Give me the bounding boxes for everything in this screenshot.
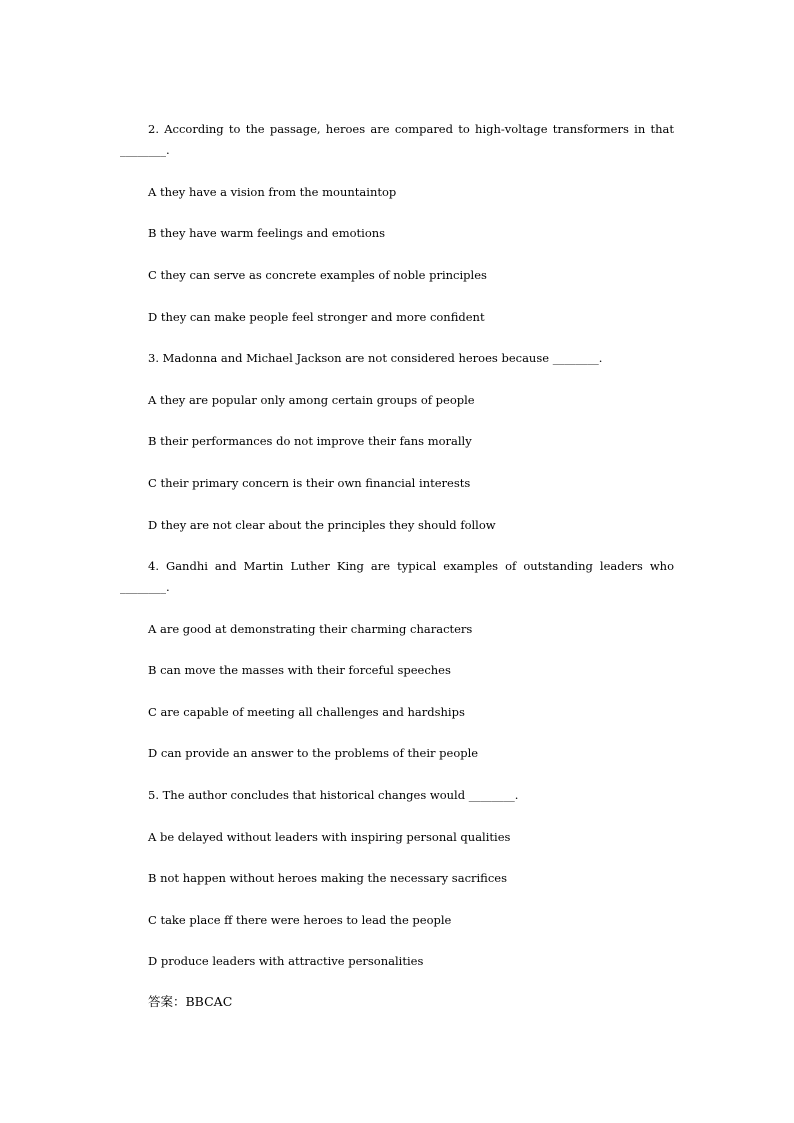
question-3-option-b: B their performances do not improve their fans morally: [148, 434, 472, 448]
question-5-stem: 5. The author concludes that historical changes would ________.: [148, 788, 519, 802]
question-3-option-a: A they are popular only among certain groups of people: [148, 393, 475, 407]
question-2-option-c: C they can serve as concrete examples of noble principles: [148, 268, 487, 282]
question-2-option-d: D they can make people feel stronger and more confident: [148, 310, 485, 324]
question-5-option-b: B not happen without heroes making the necessary sacrifices: [148, 871, 507, 885]
question-4-option-a: A are good at demonstrating their charming characters: [148, 622, 473, 636]
question-4-option-b: B can move the masses with their forceful speeches: [148, 663, 451, 677]
answer-key: 答案：BBCAC: [148, 994, 233, 1009]
question-4-stem: 4. Gandhi and Martin Luther King are typical examples of outstanding leaders who ________.: [120, 559, 674, 594]
question-4-option-d: D can provide an answer to the problems of their people: [148, 746, 479, 760]
question-5-option-d: D produce leaders with attractive personalities: [148, 954, 424, 968]
question-5-option-c: C take place ff there were heroes to lead the people: [148, 913, 452, 927]
question-3-option-c: C their primary concern is their own financial interests: [148, 476, 471, 490]
question-5-option-a: A be delayed without leaders with inspiring personal qualities: [148, 830, 511, 844]
question-2-stem: 2. According to the passage, heroes are compared to high-voltage transformers in that ________.: [120, 122, 674, 157]
question-4-option-c: C are capable of meeting all challenges and hardships: [148, 705, 465, 719]
question-2-option-a: A they have a vision from the mountaintop: [148, 185, 397, 199]
question-3-stem: 3. Madonna and Michael Jackson are not considered heroes because ________.: [148, 351, 603, 365]
question-2-option-b: B they have warm feelings and emotions: [148, 226, 386, 240]
question-3-option-d: D they are not clear about the principles they should follow: [148, 518, 496, 532]
